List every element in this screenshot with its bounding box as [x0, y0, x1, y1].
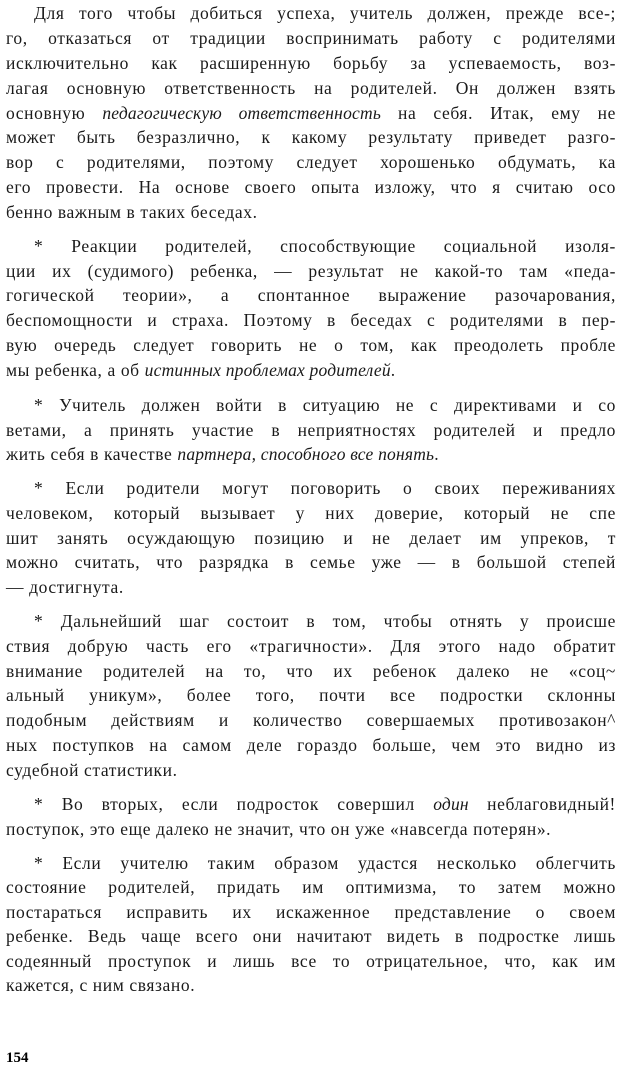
text-line: * Если учителю таким образом удастся несколько облегчить — [34, 853, 616, 873]
text-line: го, отказаться от традиции воспринимать работу с родителями — [6, 28, 616, 48]
text-line: вор с родителями, поэтому следует хорошенько обдумать, ка — [6, 152, 616, 172]
text-line: * Во вторых, если подросток совершил один неблаговидный! — [34, 794, 616, 814]
page-number: 154 — [6, 1050, 29, 1066]
text-line: беспомощности и страха. Поэтому в беседах с родителями в пер- — [6, 310, 616, 330]
text-line: мы ребенка, а об истинных проблемах родителей. — [6, 360, 396, 380]
text-line: поступок, это еще далеко не значит, что он уже «навсегда потерян». — [6, 819, 552, 839]
text-line: основную педагогическую ответственность на себя. Итак, ему не — [6, 103, 617, 123]
italic-emphasis: один — [433, 794, 469, 814]
text-line: Для того чтобы добиться успеха, учитель должен, прежде все-; — [34, 3, 616, 23]
italic-emphasis: истинных проблемах родителей — [144, 360, 391, 380]
text-line: жить себя в качестве партнера, способного все понять. — [6, 444, 440, 464]
italic-emphasis: партнера, способного все понять — [177, 444, 435, 464]
text-line: внимание родителей на то, что их ребенок далеко не «соц~ — [6, 661, 616, 681]
text-line: состояние родителей, придать им оптимизма, то затем можно — [6, 877, 616, 897]
italic-emphasis: педагогическую ответственность — [102, 103, 381, 123]
text-line: исключительно как расширенную борьбу за успеваемость, воз- — [6, 53, 616, 73]
text-line: * Реакции родителей, способствующие социальной изоля- — [34, 236, 616, 256]
text-line: ветами, а принять участие в неприятностях родителей и предло — [6, 420, 616, 440]
text-line: постараться исправить их искаженное представление о своем — [6, 902, 616, 922]
text-line: гогической теории», а спонтанное выражение разочарования, — [6, 285, 616, 305]
text-line: — достигнута. — [6, 577, 124, 597]
text-line: ных поступков на самом деле гораздо больше, чем это видно из — [6, 735, 616, 755]
text-line: кажется, с ним связано. — [6, 975, 196, 995]
text-line: альный уникум», более того, почти все подростки склонны — [6, 685, 616, 705]
text-line: ции их (судимого) ребенка, — результат не какой-то там «педа- — [6, 261, 616, 281]
text-line: ребенке. Ведь чаще всего они начитают видеть в подростке лишь — [6, 926, 616, 946]
text-line: * Если родители могут поговорить о своих переживаниях — [34, 478, 616, 498]
text-line: бенно важным в таких беседах. — [6, 202, 258, 222]
text-line: его провести. На основе своего опыта изложу, что я считаю осо — [6, 177, 616, 197]
text-line: подобным действиям и количество совершаемых противозакон^ — [6, 710, 616, 730]
text-line: можно считать, что разрядка в семье уже — в большой степей — [6, 552, 616, 572]
text-line: судебной статистики. — [6, 760, 178, 780]
text-line: вую очередь следует говорить не о том, как преодолеть пробле — [6, 335, 616, 355]
text-line: * Учитель должен войти в ситуацию не с директивами и со — [34, 395, 616, 415]
text-line: шит занять осуждающую позицию и не делает им упреков, т — [6, 528, 616, 548]
text-line: ствия добрую часть его «трагичности». Для этого надо обратит — [6, 636, 616, 656]
text-line: человеком, который вызывает у них доверие, который не спе — [6, 503, 616, 523]
text-line: содеянный проступок и лишь все то отрицательное, что, как им — [6, 951, 616, 971]
text-line: * Дальнейший шаг состоит в том, чтобы отнять у происше — [34, 611, 616, 631]
text-line: может быть безразлично, к какому результату приведет разго- — [6, 127, 616, 147]
text-line: лагая основную ответственность на родителей. Он должен взять — [6, 78, 616, 98]
